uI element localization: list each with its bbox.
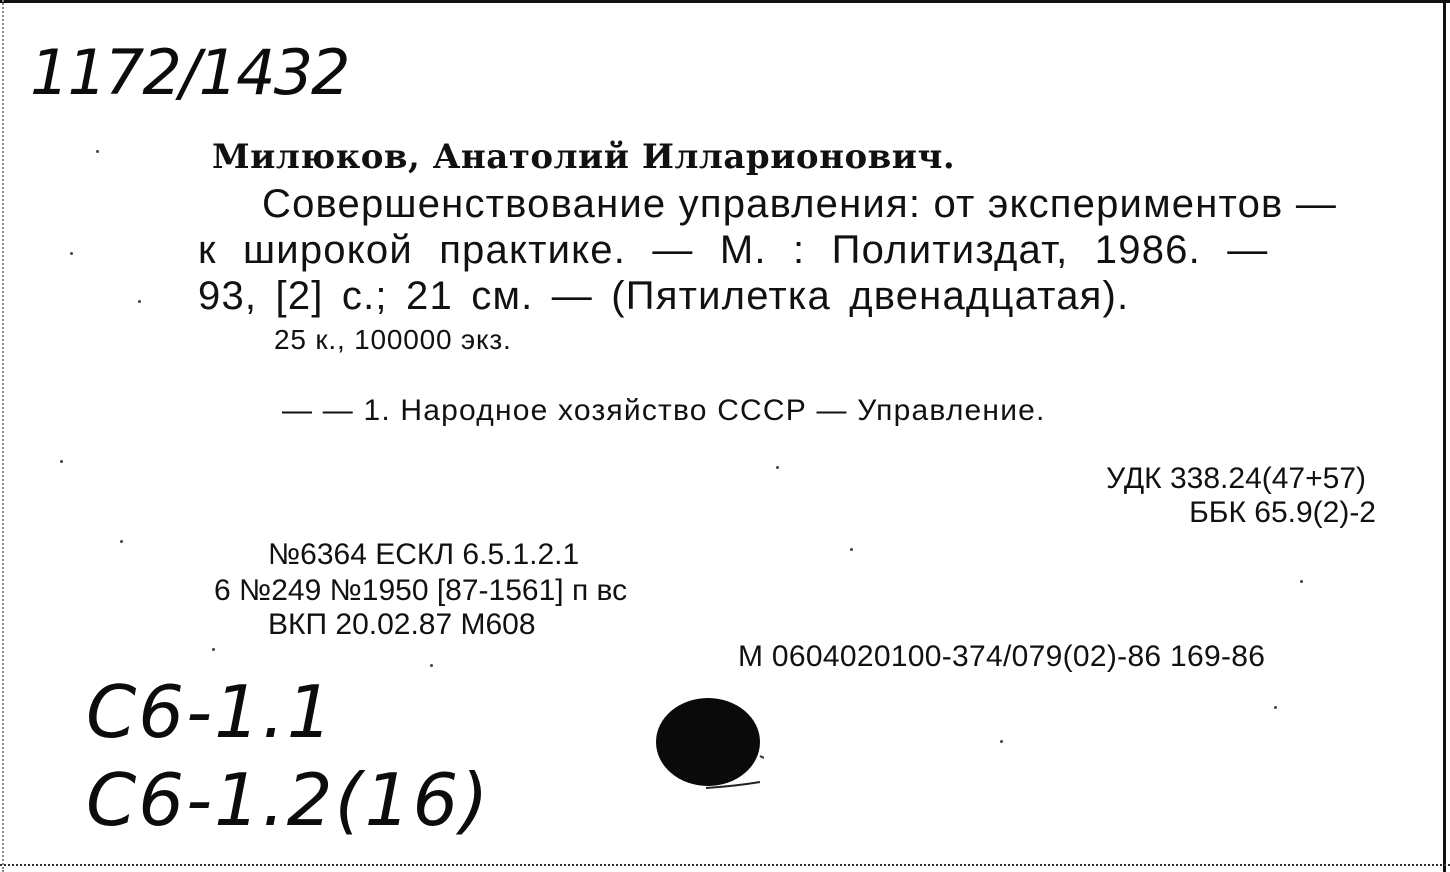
catalog-line-1: №6364 ЕСКЛ 6.5.1.2.1 — [268, 538, 580, 571]
scan-speck — [776, 466, 779, 469]
udk-code: УДК 338.24(47+57) — [1106, 462, 1366, 495]
scan-speck — [60, 460, 63, 463]
handwritten-code-2: С6-1.2(16) — [86, 758, 491, 842]
author-heading: Милюков, Анатолий Илларионович. — [212, 137, 956, 177]
title-line-1: Совершенствование управления: от экспериментов — — [262, 182, 1338, 226]
punch-hole-icon — [656, 696, 764, 792]
bbk-code: ББК 65.9(2)-2 — [1189, 496, 1376, 529]
scan-speck — [1300, 580, 1303, 583]
card-top-border — [0, 0, 1450, 3]
scan-speck — [120, 540, 123, 543]
scan-speck — [1000, 740, 1003, 743]
handwritten-shelf-number: 1172/1432 — [30, 36, 349, 109]
catalog-line-3: ВКП 20.02.87 М608 — [268, 608, 536, 641]
price-print-run: 25 к., 100000 экз. — [274, 324, 512, 355]
scan-speck — [138, 300, 141, 303]
scan-speck — [96, 150, 99, 153]
card-left-edge — [2, 0, 6, 872]
scan-speck — [850, 548, 853, 551]
handwritten-code-1: С6-1.1 — [86, 670, 335, 754]
card-right-border — [1443, 0, 1446, 872]
scan-speck — [1274, 706, 1277, 709]
scan-speck — [430, 664, 433, 667]
catalog-line-2: 6 №249 №1950 [87-1561] п вс — [214, 574, 628, 607]
subject-heading: — — 1. Народное хозяйство СССР — Управление. — [282, 394, 1046, 427]
card-bottom-edge — [0, 862, 1450, 866]
title-line-3: 93, [2] с.; 21 см. — (Пятилетка двенадцатая). — [198, 274, 1130, 318]
scan-speck — [70, 252, 73, 255]
title-line-2: к широкой практике. — М. : Политиздат, 1986. — — [198, 228, 1269, 272]
scan-speck — [212, 648, 215, 651]
imprint-code: М 0604020100-374/079(02)-86 169-86 — [738, 640, 1266, 673]
